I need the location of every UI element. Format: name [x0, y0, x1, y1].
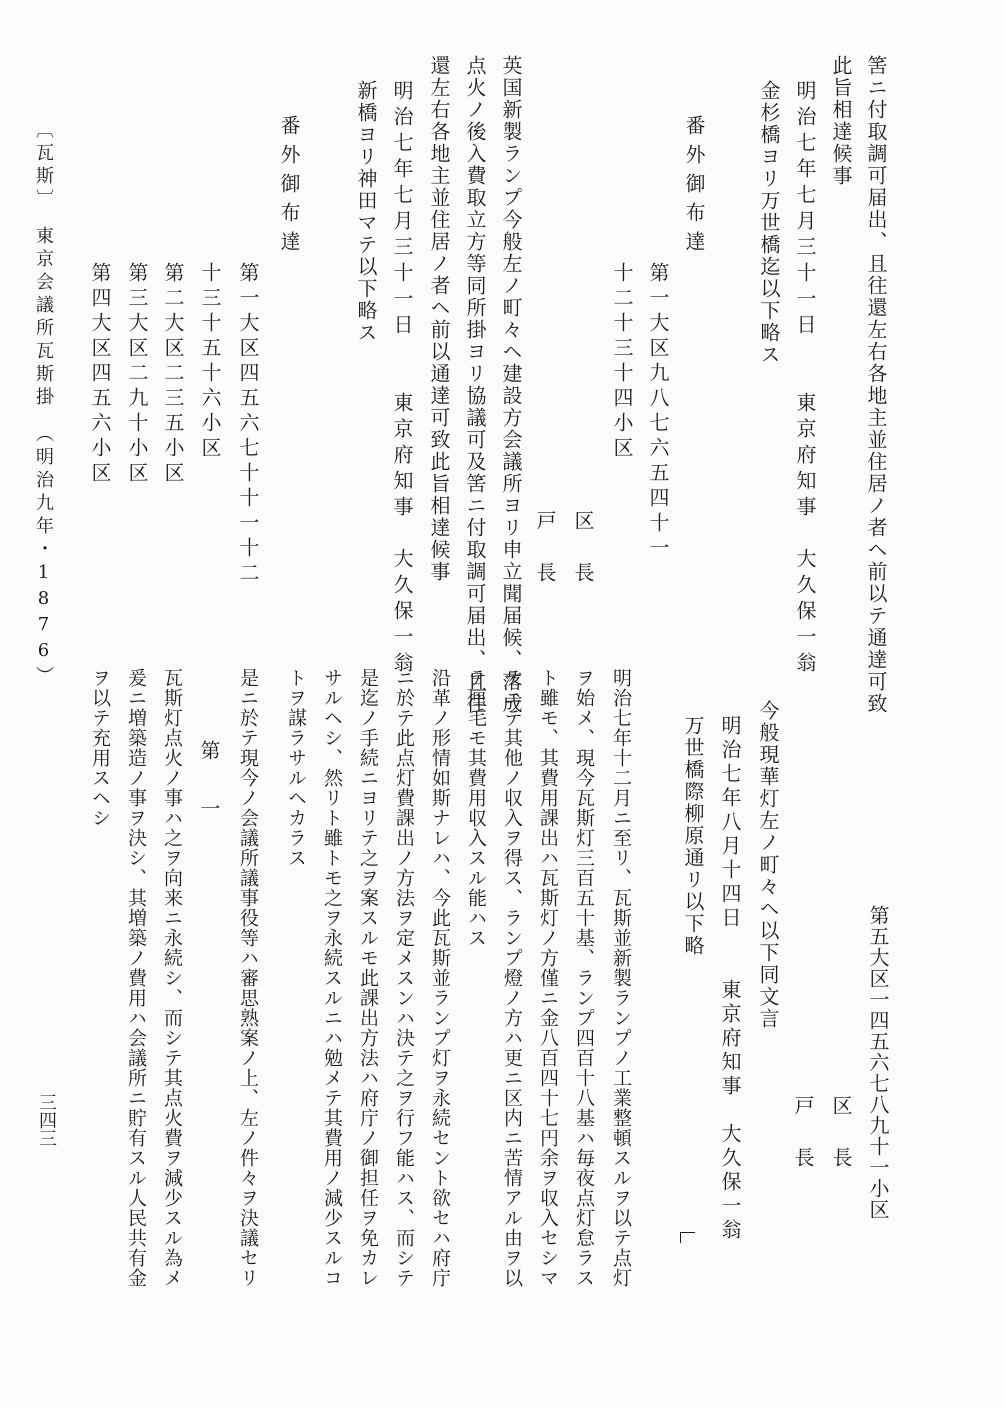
district-list: 十二十三十四小区 — [610, 262, 634, 462]
text-column: 明治七年七月三十一日 東京府知事 大久保一翁 — [793, 80, 817, 678]
text-column: 還左右各地主並住居ノ者ヘ前以通達可致此旨相達候事 — [427, 55, 451, 583]
text-column: 明治七年八月十四日 東京府知事 大久保一翁 — [718, 715, 742, 1243]
village-head-label: 戸 長 — [533, 510, 557, 588]
text-column: 此旨相達候事 — [829, 55, 853, 187]
text-column: 是迄ノ手続ニヨリテ之ヲ案スルモ此課出方法ハ府庁ノ御担任ヲ免カレ — [357, 668, 379, 1288]
text-column: 万世橋際柳原通リ以下略 — [681, 715, 705, 957]
text-column: 爰ニ増築造ノ事ヲ決シ、其増築ノ費用ハ会議所ニ貯有スル人民共有金 — [125, 668, 147, 1288]
ward-head-label: 区 長 — [571, 510, 595, 588]
text-column: テ厘毛モ其費用収入スル能ハス — [465, 668, 487, 948]
text-column: 明治七年十二月ニ至リ、瓦斯並新製ランプノ工業整頓スルヲ以テ点灯 — [610, 668, 632, 1288]
text-column: 是ニ於テ現今ノ会議所議事役等ハ審思熟案ノ上、左ノ件々ヲ決議セリ — [237, 668, 259, 1288]
text-column: 新橋ヨリ神田マテ以下略ス — [354, 80, 378, 344]
text-column: ヲ始メ、現今瓦斯灯三百五十基、ランプ四百十八基ハ毎夜点灯怠ラス — [573, 668, 595, 1288]
village-head-label: 戸 長 — [791, 1095, 815, 1173]
ward-head-label: 区 長 — [829, 1095, 853, 1173]
text-column: 英国新製ランプ今般左ノ町々ヘ建設方会議所ヨリ申立聞届候、落成 — [499, 55, 523, 715]
district-list: 第一大区四五六七十十一十二 — [236, 262, 260, 587]
text-column: ヲ以テ充用スヘシ — [89, 668, 111, 828]
section-heading: 番外御布達 — [277, 115, 301, 260]
text-column: 筈ニ付取調可届出、且往還左右各地主並住居ノ者ヘ前以テ通達可致 — [864, 55, 888, 715]
text-column: サルヘシ、然リト雖トモ之ヲ永続スルニハ勉メテ其費用ノ減少スルコ — [321, 668, 343, 1288]
text-column: 沿革ノ形情如斯ナレハ、今此瓦斯並ランプ灯ヲ永続セント欲セハ府庁 — [429, 668, 451, 1288]
text-column: 明治七年七月三十一日 東京府知事 大久保一翁 — [390, 80, 414, 678]
district-list: 第一大区九八七六五四十一 — [646, 262, 670, 562]
district-list: 十三十五十六小区 — [198, 262, 222, 462]
district-list: 第五大区一四五六七八九十一小区 — [866, 905, 890, 1220]
text-column: ト雖モ、其費用課出ハ瓦斯灯ノ方僅ニ金八百四十七円余ヲ収入セシマ — [537, 668, 559, 1288]
district-list: 第四大区四五六小区 — [88, 262, 112, 487]
text-column: トヲ謀ラサルヘカラス — [285, 668, 307, 868]
text-column: 瓦斯灯点火ノ事ハ之ヲ向来ニ永続シ、而シテ其点火費ヲ減少スル為メ — [161, 668, 183, 1288]
text-column: 点火ノ後入費取立方等同所掛ヨリ協議可及筈ニ付取調可届出、且往 — [463, 55, 487, 715]
text-column: 今般現華灯左ノ町々ヘ以下同文言 — [756, 700, 780, 1030]
district-list: 第二大区二三五小区 — [161, 262, 185, 487]
corner-bracket — [680, 1232, 695, 1243]
section-heading: 第 一 — [197, 740, 221, 827]
page-number: 三四三 — [36, 1093, 57, 1147]
text-column: 金杉橋ヨリ万世橋迄以下略ス — [757, 80, 781, 366]
text-column: テニテ其他ノ収入ヲ得ス、ランプ燈ノ方ハ更ニ区内ニ苦情アル由ヲ以 — [501, 668, 523, 1288]
text-column: ニ於テ此点灯費課出ノ方法ヲ定メスンハ決テ之ヲ行フ能ハス、而シテ — [393, 668, 415, 1288]
margin-note: 〔瓦斯〕 東京会議所瓦斯掛 （明治九年・1876） — [33, 120, 54, 689]
district-list: 第三大区二九十小区 — [125, 262, 149, 487]
section-heading: 番外御布達 — [682, 115, 706, 260]
